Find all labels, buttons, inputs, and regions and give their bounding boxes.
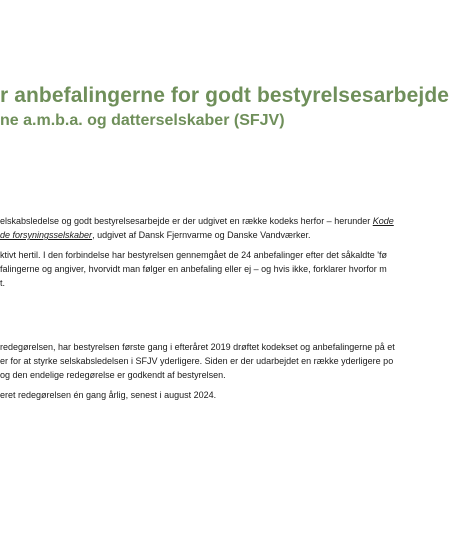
paragraph-history-line-1: redegørelsen, har bestyrelsen første gang i efteråret 2019 drøftet kodekset og anbefalingerne på et: [0, 342, 395, 352]
kodeks-link-continued[interactable]: de forsyningsselskaber: [0, 230, 93, 240]
paragraph-intro-line-2: [0, 230, 311, 240]
kodeks-link[interactable]: Kode: [372, 216, 394, 226]
paragraph-approach-line-2: falingerne og angiver, hvorvidt man følger en anbefaling eller ej – og hvis ikke, forklarer hvorfor m: [0, 264, 387, 274]
paragraph-intro-line-1: [0, 216, 394, 226]
paragraph-history-line-3: og den endelige redegørelse er godkendt af bestyrelsen.: [0, 370, 226, 380]
paragraph-approach-line-1: ktivt hertil. I den forbindelse har bestyrelsen gennemgået de 24 anbefalinger efter det såkaldte 'fø: [0, 250, 387, 260]
paragraph-update-line-1: eret redegørelsen én gang årlig, senest i august 2024.: [0, 390, 217, 400]
paragraph-history-line-2: er for at styrke selskabsledelsen i SFJV yderligere. Siden er der udarbejdet en række yderligere po: [0, 356, 394, 366]
page-title: r anbefalingerne for godt bestyrelsesarbejde: [0, 84, 449, 107]
paragraph-intro-text: elskabsledelse og godt bestyrelsesarbejde er der udgivet en række kodeks herfor – herunder: [0, 216, 373, 226]
paragraph-intro-text-continued: , udgivet af Dansk Fjernvarme og Danske Vandværker.: [92, 230, 311, 240]
paragraph-approach-line-3: t.: [0, 278, 6, 288]
page-subtitle: ne a.m.b.a. og datterselskaber (SFJV): [0, 112, 285, 129]
